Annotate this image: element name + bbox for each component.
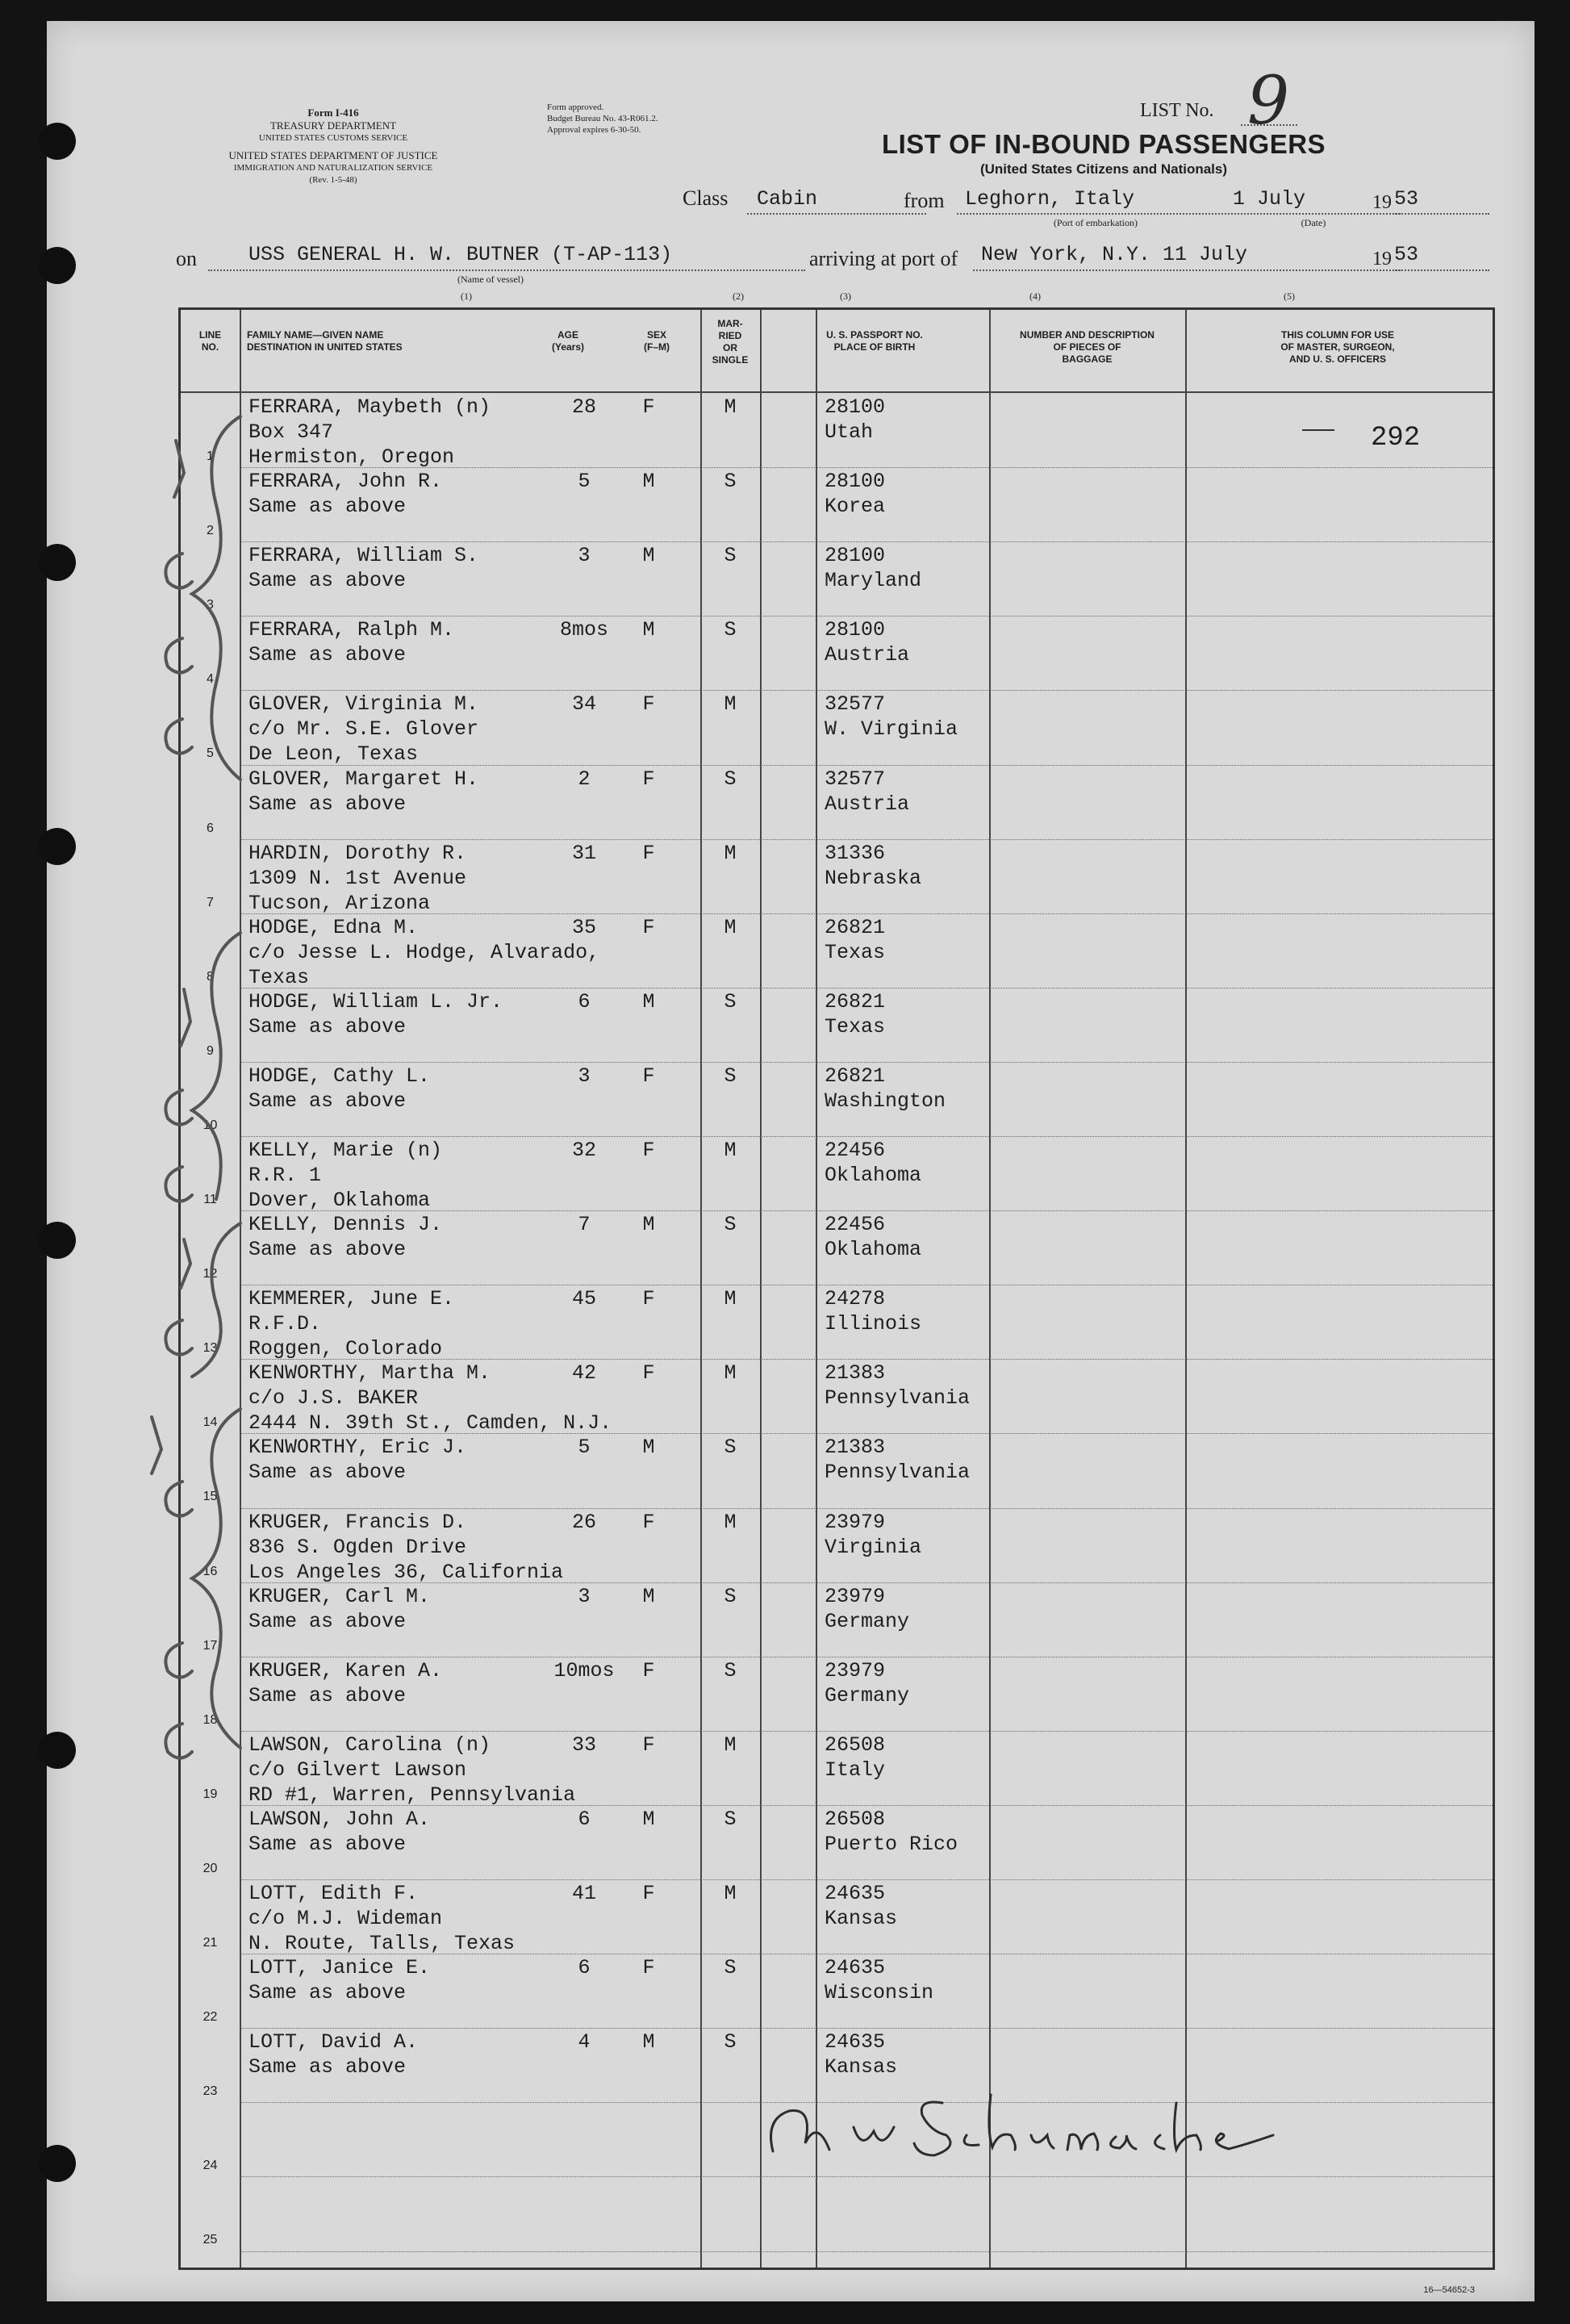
passenger-marital-status: S (724, 1213, 737, 1237)
binder-hole (39, 247, 76, 284)
passenger-age: 42 (571, 1361, 596, 1386)
row-divider (240, 616, 1493, 617)
passenger-marital-status: S (724, 544, 737, 568)
handwritten-margin-marks (103, 408, 257, 1796)
col-number-4: (4) (1029, 290, 1041, 302)
arrival-port-date: New York, N.Y. 11 July (981, 243, 1248, 266)
passenger-name-destination: KRUGER, Francis D. 836 S. Ogden Drive Los Angeles 36, California (248, 1510, 564, 1584)
passenger-marital-status: S (724, 1956, 737, 1980)
passenger-marital-status: S (724, 1658, 737, 1682)
binder-hole (39, 123, 76, 160)
passenger-sex: F (642, 1287, 655, 1311)
passenger-sex: F (642, 1064, 655, 1088)
column-divider (989, 310, 991, 2268)
arriving-label: arriving at port of (809, 247, 958, 270)
passenger-marital-status: S (724, 767, 737, 791)
passenger-name-destination: HODGE, Edna M. c/o Jesse L. Hodge, Alvarado, Texas (248, 915, 600, 989)
passenger-age: 34 (571, 692, 596, 717)
header-name: FAMILY NAME—GIVEN NAME DESTINATION IN UNITED STATES (247, 329, 403, 353)
customs-service: UNITED STATES CUSTOMS SERVICE (258, 133, 408, 143)
header-married: MAR- RIED OR SINGLE (712, 318, 749, 366)
passenger-name-destination: FERRARA, William S. Same as above (248, 544, 479, 593)
on-label: on (176, 247, 197, 270)
passenger-sex: F (642, 841, 655, 865)
print-code: 16—54652-3 (1423, 2285, 1475, 2295)
year-prefix: 19 (1372, 192, 1392, 213)
passenger-age: 6 (578, 1807, 591, 1831)
row-line-number: 1 (207, 449, 214, 463)
passenger-marital-status: M (724, 1733, 737, 1757)
row-line-number: 14 (203, 1415, 218, 1430)
passport-and-birthplace: 32577 W. Virginia (825, 692, 958, 742)
row-line-number: 18 (203, 1712, 218, 1727)
passenger-marital-status: M (724, 1882, 737, 1905)
passport-and-birthplace: 26508 Italy (825, 1733, 886, 1782)
arrival-year-underline (1393, 270, 1489, 271)
row-divider (240, 1879, 1493, 1880)
column-divider (700, 310, 702, 2268)
passenger-sex: M (642, 1436, 655, 1460)
passport-and-birthplace: 26821 Washington (825, 1064, 946, 1113)
row-line-number: 2 (207, 524, 214, 538)
row-line-number: 15 (203, 1490, 218, 1504)
passenger-age: 4 (578, 2030, 591, 2054)
passenger-marital-status: S (724, 1584, 737, 1608)
header-line-no: LINE NO. (198, 329, 222, 353)
passenger-table (178, 307, 1495, 2270)
row-line-number: 12 (203, 1267, 218, 1281)
page-title: LIST OF IN-BOUND PASSENGERS (881, 129, 1326, 159)
passenger-sex: M (642, 989, 655, 1014)
row-divider (240, 1731, 1493, 1732)
passenger-age: 45 (571, 1287, 596, 1311)
passenger-list-page (47, 21, 1535, 2301)
list-no-label: LIST No. (1140, 100, 1214, 121)
header-passport: U. S. PASSPORT NO. PLACE OF BIRTH (826, 329, 923, 353)
passenger-name-destination: LOTT, David A. Same as above (248, 2030, 419, 2079)
passenger-name-destination: HODGE, Cathy L. Same as above (248, 1064, 431, 1113)
passenger-name-destination: KEMMERER, June E. R.F.D. Roggen, Colorado (248, 1287, 455, 1361)
header-age: AGE (Years) (551, 329, 585, 353)
header-officers: THIS COLUMN FOR USE OF MASTER, SURGEON, AND U. S. OFFICERS (1280, 329, 1395, 365)
row-line-number: 19 (203, 1787, 218, 1801)
passport-and-birthplace: 22456 Oklahoma (825, 1213, 922, 1262)
passenger-sex: F (642, 1139, 655, 1162)
row-line-number: 6 (207, 821, 214, 835)
passenger-marital-status: S (724, 1436, 737, 1460)
row-line-number: 25 (203, 2233, 218, 2247)
from-port-value: Leghorn, Italy (965, 187, 1135, 211)
passport-and-birthplace: 26821 Texas (825, 915, 886, 964)
passenger-sex: M (642, 470, 655, 494)
arrival-year-prefix: 19 (1372, 249, 1392, 270)
passport-and-birthplace: 23979 Germany (825, 1584, 910, 1633)
binder-hole (39, 1732, 76, 1769)
passport-and-birthplace: 24278 Illinois (825, 1287, 922, 1336)
binder-hole (39, 2145, 76, 2182)
passenger-name-destination: HODGE, William L. Jr. Same as above (248, 989, 503, 1039)
col-number-1: (1) (461, 290, 472, 302)
passport-and-birthplace: 28100 Maryland (825, 544, 922, 593)
row-divider (240, 690, 1493, 691)
row-line-number: 5 (207, 746, 214, 761)
passenger-marital-status: S (724, 1807, 737, 1831)
form-number: Form I-416 (307, 107, 359, 119)
passenger-age: 3 (578, 544, 591, 568)
passenger-age: 31 (571, 841, 596, 865)
passenger-sex: F (642, 1882, 655, 1905)
approval-line-2: Budget Bureau No. 43-R061.2. (547, 114, 658, 123)
treasury-dept: TREASURY DEPARTMENT (269, 119, 397, 132)
arrival-underline (973, 270, 1401, 271)
header-baggage: NUMBER AND DESCRIPTION OF PIECES OF BAGGAGE (1020, 329, 1155, 365)
passenger-sex: F (642, 395, 655, 419)
row-divider (240, 2251, 1493, 2252)
binder-hole (39, 544, 76, 581)
passenger-sex: M (642, 1807, 655, 1831)
row-line-number: 7 (207, 895, 214, 909)
col-number-3: (3) (840, 290, 851, 302)
passenger-marital-status: M (724, 1510, 737, 1534)
passenger-marital-status: M (724, 1139, 737, 1162)
passenger-age: 33 (571, 1733, 596, 1757)
passenger-name-destination: KELLY, Dennis J. Same as above (248, 1213, 443, 1262)
from-underline (957, 213, 1401, 215)
row-line-number: 20 (203, 1861, 218, 1875)
col-number-2: (2) (733, 290, 744, 302)
officer-notation-292: 292 (1371, 423, 1421, 454)
date-caption: (Date) (1301, 217, 1326, 228)
passenger-name-destination: FERRARA, Ralph M. Same as above (248, 618, 455, 667)
passenger-marital-status: M (724, 395, 737, 419)
column-divider (760, 310, 762, 2268)
passenger-age: 26 (571, 1510, 596, 1534)
passenger-age: 10mos (553, 1658, 615, 1682)
port-caption: (Port of embarkation) (1054, 217, 1138, 228)
passport-and-birthplace: 26821 Texas (825, 989, 886, 1039)
passport-and-birthplace: 32577 Austria (825, 767, 910, 816)
passenger-age: 2 (578, 767, 591, 791)
approval-line-1: Form approved. (547, 102, 604, 112)
passenger-age: 3 (578, 1584, 591, 1608)
passenger-sex: M (642, 1584, 655, 1608)
passport-and-birthplace: 26508 Puerto Rico (825, 1807, 958, 1856)
officer-dash (1302, 429, 1334, 431)
passenger-age: 8mos (559, 618, 608, 642)
from-label: from (904, 189, 945, 212)
year-underline (1393, 213, 1489, 215)
passenger-marital-status: S (724, 1064, 737, 1088)
passport-and-birthplace: 21383 Pennsylvania (825, 1436, 971, 1485)
row-divider (240, 1508, 1493, 1509)
form-revision: (Rev. 1-5-48) (309, 175, 357, 185)
row-divider (240, 839, 1493, 840)
row-line-number: 17 (203, 1638, 218, 1653)
passenger-sex: F (642, 915, 655, 939)
passenger-name-destination: LOTT, Edith F. c/o M.J. Wideman N. Route, Talls, Texas (248, 1882, 516, 1955)
passenger-name-destination: LOTT, Janice E. Same as above (248, 1956, 431, 2005)
passport-and-birthplace: 24635 Kansas (825, 2030, 898, 2079)
passenger-name-destination: FERRARA, John R. Same as above (248, 470, 443, 519)
row-line-number: 9 (207, 1043, 214, 1058)
passenger-sex: M (642, 1213, 655, 1237)
row-line-number: 23 (203, 2084, 218, 2099)
passenger-name-destination: FERRARA, Maybeth (n) Box 347 Hermiston, Oregon (248, 395, 491, 469)
passport-and-birthplace: 23979 Virginia (825, 1510, 922, 1559)
justice-dept: UNITED STATES DEPARTMENT OF JUSTICE (228, 149, 438, 161)
passenger-marital-status: M (724, 692, 737, 717)
col-number-5: (5) (1284, 290, 1295, 302)
class-label: Class (683, 186, 729, 210)
class-value: Cabin (757, 187, 818, 211)
vessel-underline (208, 270, 805, 271)
passenger-sex: M (642, 544, 655, 568)
vessel-caption: (Name of vessel) (457, 274, 524, 285)
passport-and-birthplace: 28100 Korea (825, 470, 886, 519)
passenger-sex: M (642, 618, 655, 642)
passenger-age: 41 (571, 1882, 596, 1905)
passenger-marital-status: M (724, 1361, 737, 1386)
vessel-name: USS GENERAL H. W. BUTNER (T-AP-113) (248, 243, 673, 266)
passenger-age: 35 (571, 915, 596, 939)
passenger-name-destination: KENWORTHY, Eric J. Same as above (248, 1436, 467, 1485)
list-no-handwritten: 9 (1247, 63, 1290, 140)
passenger-marital-status: S (724, 470, 737, 494)
row-line-number: 11 (203, 1193, 217, 1206)
column-divider (1185, 310, 1187, 2268)
passenger-age: 5 (578, 470, 591, 494)
passport-and-birthplace: 28100 Utah (825, 395, 886, 444)
ins-service: IMMIGRATION AND NATURALIZATION SERVICE (233, 163, 433, 173)
passenger-marital-status: S (724, 989, 737, 1014)
row-divider (240, 1062, 1493, 1063)
row-divider (240, 2176, 1493, 2177)
passenger-sex: F (642, 692, 655, 717)
class-underline (747, 213, 926, 215)
passenger-sex: F (642, 767, 655, 791)
page-subtitle: (United States Citizens and Nationals) (979, 161, 1228, 177)
passenger-name-destination: KRUGER, Carl M. Same as above (248, 1584, 431, 1633)
passenger-marital-status: M (724, 915, 737, 939)
passport-and-birthplace: 21383 Pennsylvania (825, 1361, 971, 1411)
binder-hole (39, 1222, 76, 1259)
row-line-number: 4 (207, 672, 214, 687)
passenger-name-destination: GLOVER, Virginia M. c/o Mr. S.E. Glover De Leon, Texas (248, 692, 479, 767)
passenger-name-destination: LAWSON, John A. Same as above (248, 1807, 431, 1856)
from-date-value: 1 July (1233, 187, 1306, 211)
passenger-sex: F (642, 1510, 655, 1534)
passenger-sex: M (642, 2030, 655, 2054)
passenger-age: 5 (578, 1436, 591, 1460)
passenger-name-destination: HARDIN, Dorothy R. 1309 N. 1st Avenue Tucson, Arizona (248, 841, 467, 915)
arrival-year: 53 (1394, 243, 1419, 266)
passenger-age: 32 (571, 1139, 596, 1162)
passport-and-birthplace: 28100 Austria (825, 618, 910, 667)
row-divider (240, 1136, 1493, 1137)
binder-hole (39, 828, 76, 865)
passenger-marital-status: M (724, 1287, 737, 1311)
row-divider (240, 541, 1493, 542)
passenger-marital-status: S (724, 618, 737, 642)
passenger-sex: F (642, 1733, 655, 1757)
year-value: 53 (1394, 187, 1419, 211)
header-sex: SEX (F–M) (644, 329, 670, 353)
passenger-age: 3 (578, 1064, 591, 1088)
row-divider (240, 2028, 1493, 2029)
passenger-name-destination: KENWORTHY, Martha M. c/o J.S. BAKER 2444 N. 39th St., Camden, N.J. (248, 1361, 612, 1436)
passenger-name-destination: GLOVER, Margaret H. Same as above (248, 767, 479, 816)
passenger-age: 6 (578, 1956, 591, 1980)
row-line-number: 24 (203, 2159, 218, 2173)
column-divider (816, 310, 817, 2268)
passport-and-birthplace: 23979 Germany (825, 1658, 910, 1707)
passenger-age: 28 (571, 395, 596, 419)
row-line-number: 3 (207, 598, 214, 612)
passenger-sex: F (642, 1658, 655, 1682)
signature-handwritten (757, 2054, 1338, 2176)
passenger-marital-status: M (724, 841, 737, 865)
passport-and-birthplace: 22456 Oklahoma (825, 1139, 922, 1187)
passenger-marital-status: S (724, 2030, 737, 2054)
passport-and-birthplace: 24635 Kansas (825, 1882, 898, 1930)
approval-line-3: Approval expires 6-30-50. (547, 125, 641, 135)
passenger-name-destination: KELLY, Marie (n) R.R. 1 Dover, Oklahoma (248, 1139, 443, 1212)
passenger-sex: F (642, 1956, 655, 1980)
row-line-number: 16 (203, 1564, 218, 1578)
passenger-age: 6 (578, 989, 591, 1014)
row-line-number: 8 (207, 969, 214, 984)
header-rule (181, 391, 1493, 393)
row-line-number: 13 (203, 1341, 218, 1356)
passport-and-birthplace: 31336 Nebraska (825, 841, 922, 890)
row-line-number: 22 (203, 2010, 218, 2025)
passenger-name-destination: LAWSON, Carolina (n) c/o Gilvert Lawson RD #1, Warren, Pennsylvania (248, 1733, 576, 1807)
passport-and-birthplace: 24635 Wisconsin (825, 1956, 934, 2005)
passenger-name-destination: KRUGER, Karen A. Same as above (248, 1658, 443, 1707)
passenger-age: 7 (578, 1213, 591, 1237)
passenger-sex: F (642, 1361, 655, 1386)
row-line-number: 21 (203, 1936, 218, 1950)
row-line-number: 10 (203, 1118, 218, 1132)
